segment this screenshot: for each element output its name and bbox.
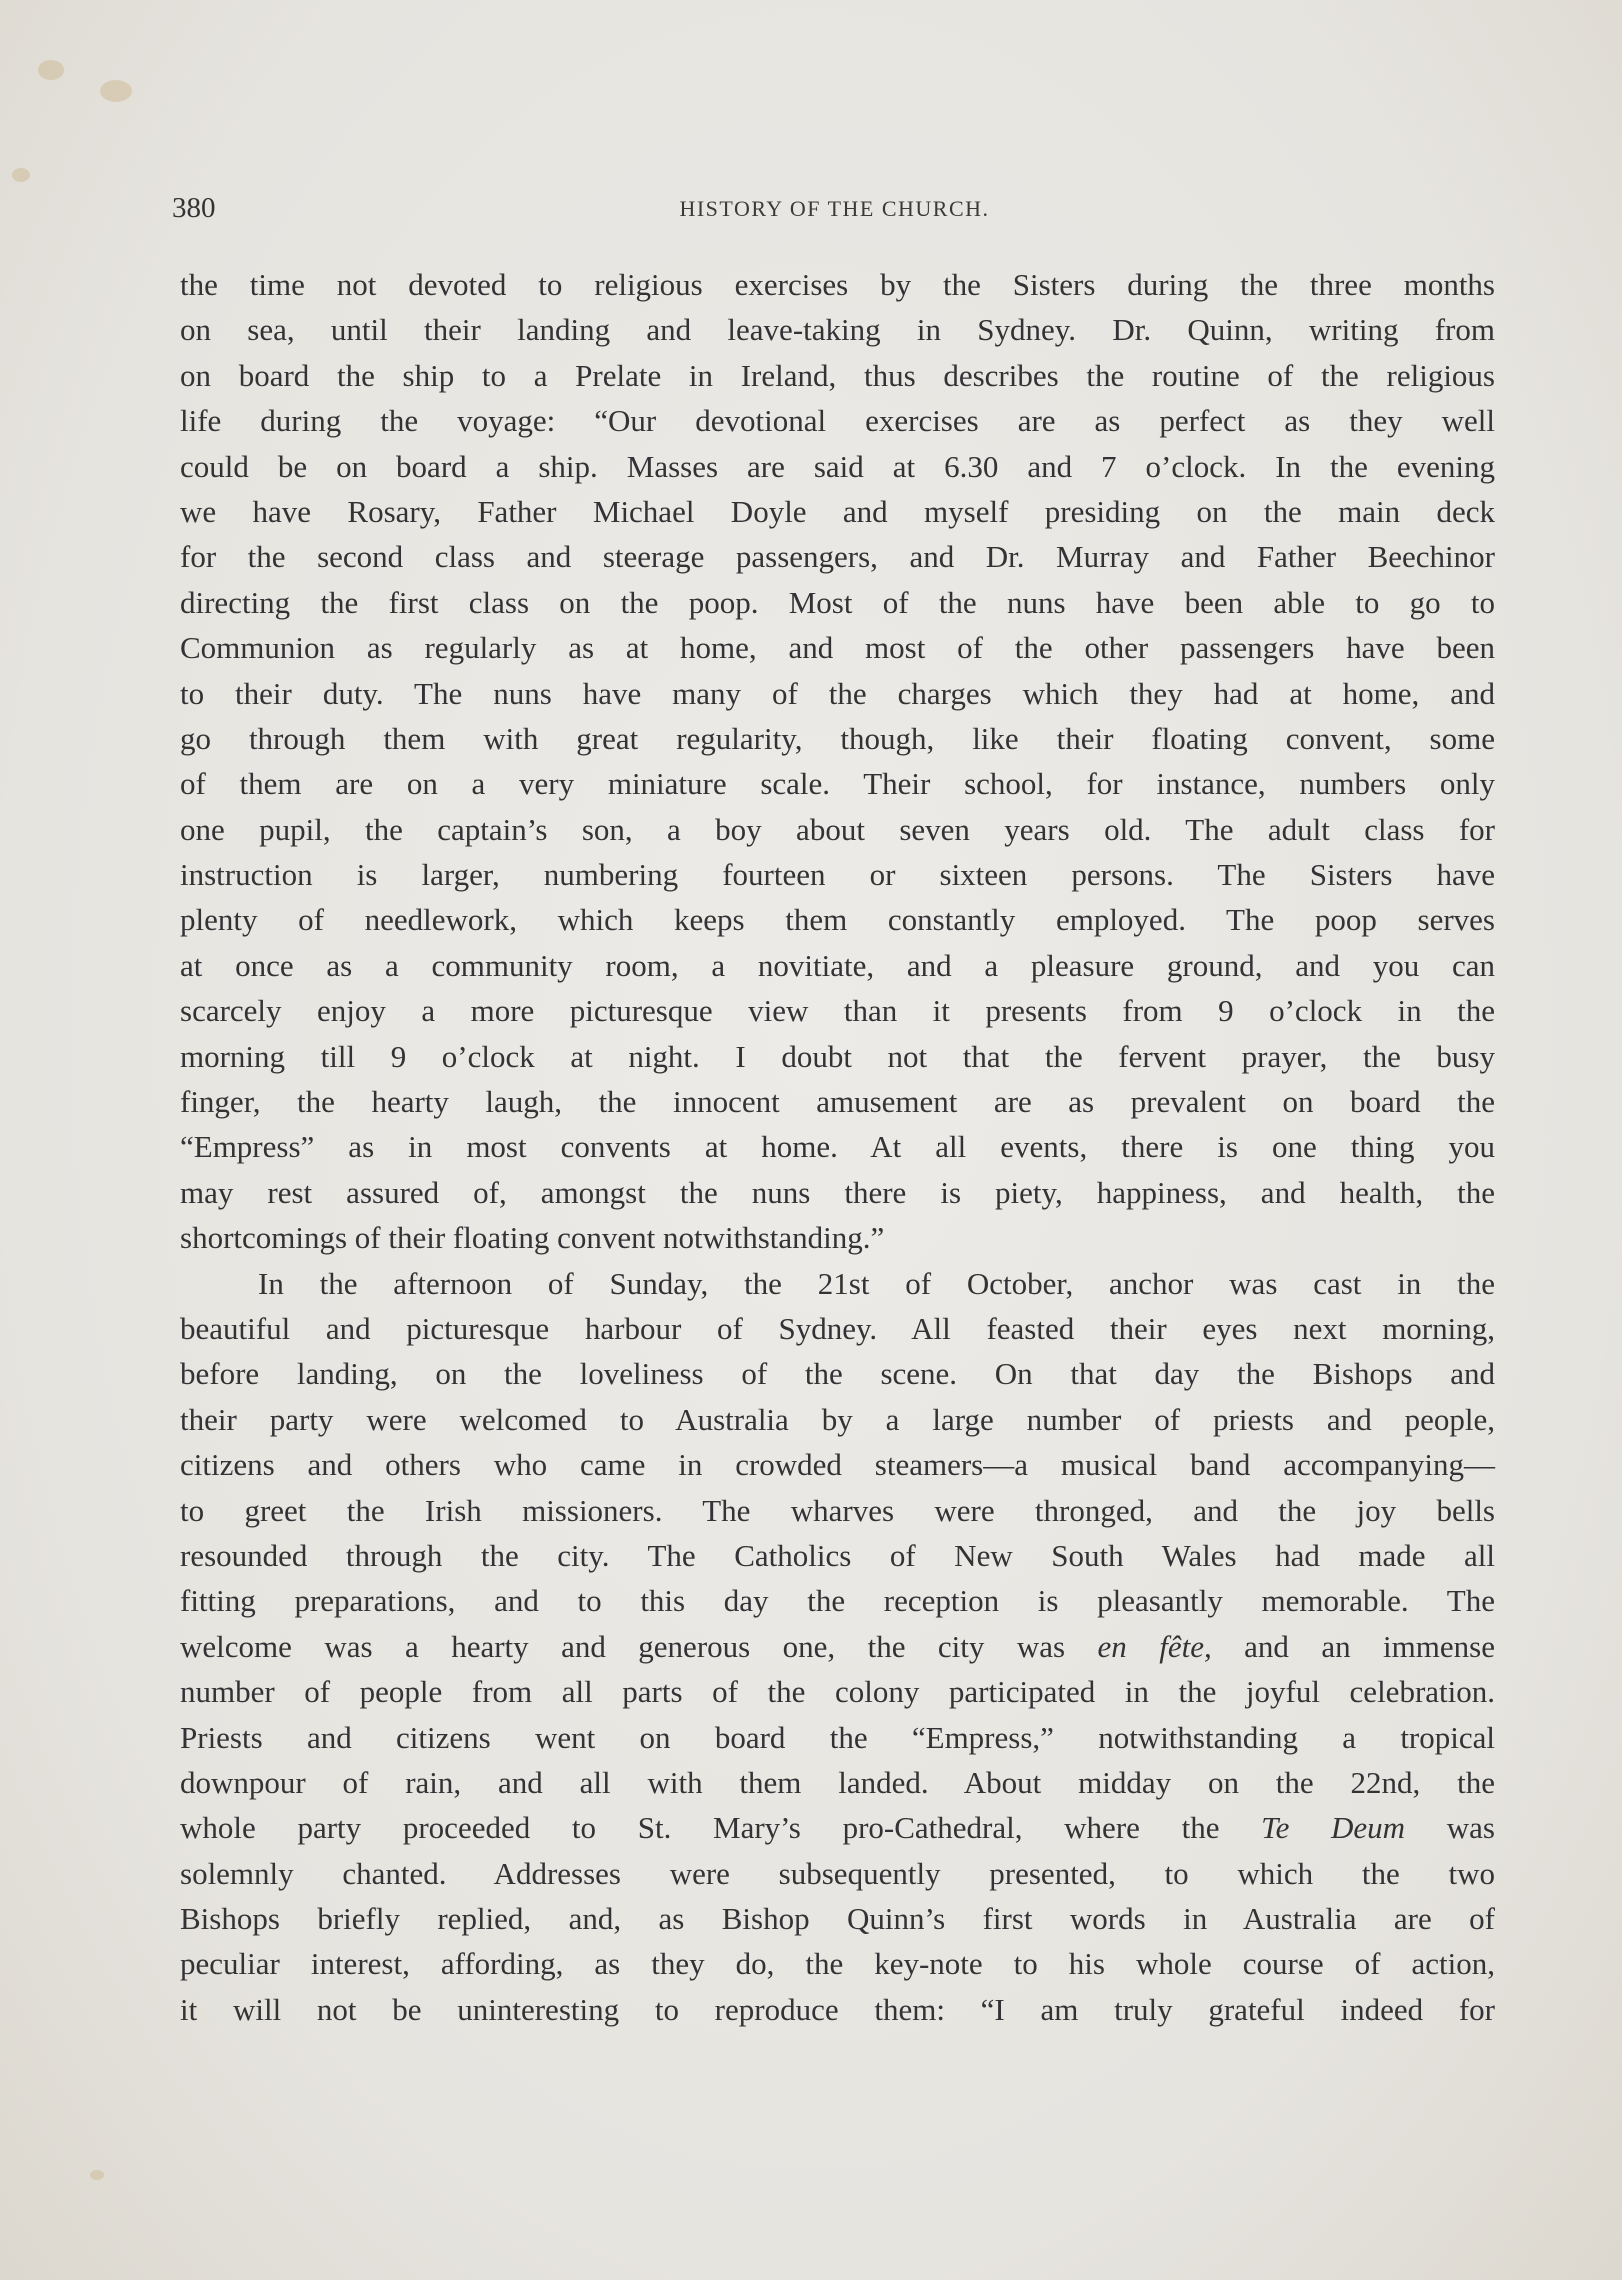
text-line: morning till 9 o’clock at night. I doubt not that the fervent prayer, the busy [180, 1038, 1495, 1074]
text-line: Communion as regularly as at home, and most of the other passengers have been [180, 630, 1495, 666]
running-head: HISTORY OF THE CHURCH. [679, 196, 990, 221]
text-line: one pupil, the captain’s son, a boy about seven years old. The adult class for [180, 811, 1495, 847]
text-line: at once as a community room, a novitiate, and a pleasure ground, and you can [180, 947, 1495, 983]
text-line: peculiar interest, affording, as they do, the key-note to his whole course of action, [180, 1946, 1495, 1982]
text-line [180, 1805, 1495, 1850]
text-line: could be on board a ship. Masses are said at 6.30 and 7 o’clock. In the evening [180, 448, 1495, 484]
italic-phrase: Te Deum [1261, 1810, 1406, 1846]
text-line: finger, the hearty laugh, the innocent amusement are as prevalent on board the [180, 1084, 1495, 1120]
text-line: scarcely enjoy a more picturesque view than it presents from 9 o’clock in the [180, 993, 1495, 1029]
foxing-spot [100, 80, 132, 102]
text-line: beautiful and picturesque harbour of Sydney. All feasted their eyes next morning, [180, 1310, 1495, 1346]
text-line: “Empress” as in most convents at home. At all events, there is one thing you [180, 1129, 1495, 1165]
text-line: it will not be uninteresting to reproduce them: “I am truly grateful indeed for [180, 1991, 1495, 2027]
text-line: In the afternoon of Sunday, the 21st of October, anchor was cast in the [258, 1265, 1495, 1301]
text-line: may rest assured of, amongst the nuns there is piety, happiness, and health, the [180, 1174, 1495, 1210]
text-line: resounded through the city. The Catholics of New South Wales had made all [180, 1537, 1495, 1573]
text-line: on board the ship to a Prelate in Ireland, thus describes the routine of the religious [180, 357, 1495, 393]
text-line: Bishops briefly replied, and, as Bishop Quinn’s first words in Australia are of [180, 1901, 1495, 1937]
text-line: directing the first class on the poop. Most of the nuns have been able to go to [180, 584, 1495, 620]
text-line: to greet the Irish missioners. The wharves were thronged, and the joy bells [180, 1492, 1495, 1528]
italic-phrase: en fête, [1097, 1628, 1212, 1664]
text-line: go through them with great regularity, though, like their floating convent, some [180, 720, 1495, 756]
text-run: and an immense [1211, 1628, 1495, 1664]
text-line: of them are on a very miniature scale. Their school, for instance, numbers only [180, 766, 1495, 802]
body-text [180, 262, 1495, 2032]
text-line: life during the voyage: “Our devotional exercises are as perfect as they well [180, 403, 1495, 439]
text-line: solemnly chanted. Addresses were subsequently presented, to which the two [180, 1855, 1495, 1891]
text-line: plenty of needlework, which keeps them constantly employed. The poop serves [180, 902, 1495, 938]
text-line: citizens and others who came in crowded steamers—a musical band accompanying— [180, 1447, 1495, 1483]
text-line: number of people from all parts of the colony participated in the joyful celebration. [180, 1674, 1495, 1710]
text-line: fitting preparations, and to this day the reception is pleasantly memorable. The [180, 1583, 1495, 1619]
text-run: was [1405, 1810, 1495, 1846]
text-line: instruction is larger, numbering fourteen or sixteen persons. The Sisters have [180, 857, 1495, 893]
text-line [180, 1624, 1495, 1669]
text-run: whole party proceeded to St. Mary’s pro-Cathedral, where the [180, 1810, 1262, 1846]
foxing-spot [38, 60, 64, 80]
text-line: shortcomings of their floating convent notwithstanding.” [180, 1220, 885, 1256]
text-line: Priests and citizens went on board the “Empress,” notwithstanding a tropical [180, 1719, 1495, 1755]
text-line: we have Rosary, Father Michael Doyle and myself presiding on the main deck [180, 493, 1495, 529]
text-line: the time not devoted to religious exercises by the Sisters during the three months [180, 267, 1495, 302]
text-line: to their duty. The nuns have many of the charges which they had at home, and [180, 675, 1495, 711]
page-header [172, 192, 1497, 232]
text-line: their party were welcomed to Australia by a large number of priests and people, [180, 1401, 1495, 1437]
text-line: for the second class and steerage passengers, and Dr. Murray and Father Beechinor [180, 539, 1495, 575]
page-number: 380 [172, 192, 216, 224]
text-line: before landing, on the loveliness of the scene. On that day the Bishops and [180, 1356, 1495, 1392]
text-line: on sea, until their landing and leave-taking in Sydney. Dr. Quinn, writing from [180, 312, 1495, 348]
foxing-spot [90, 2170, 104, 2180]
text-run: welcome was a hearty and generous one, the city was [180, 1628, 1098, 1664]
foxing-spot [12, 168, 30, 182]
text-line: downpour of rain, and all with them landed. About midday on the 22nd, the [180, 1764, 1495, 1800]
